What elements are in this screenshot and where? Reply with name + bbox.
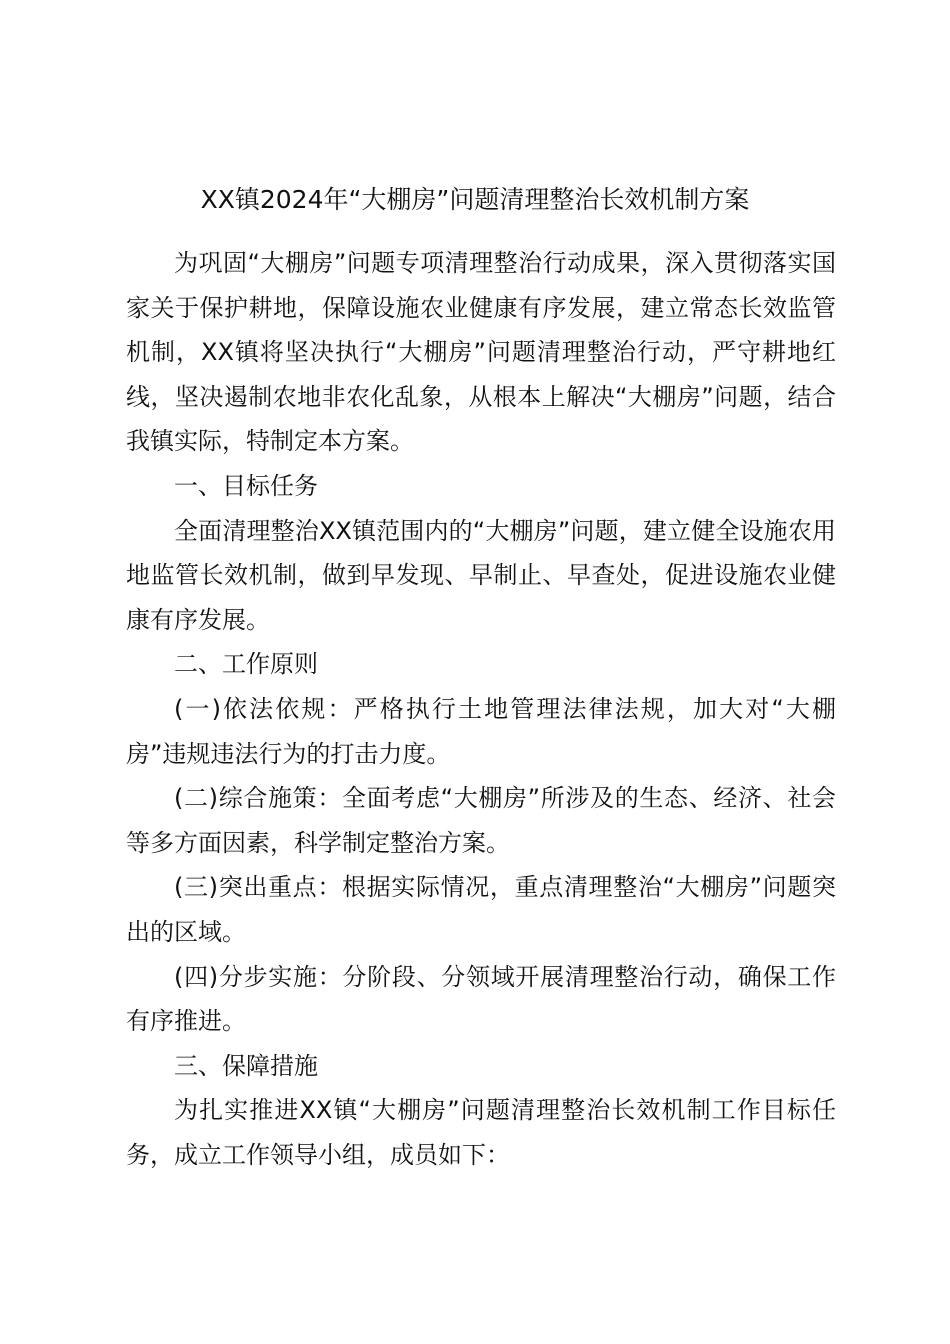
heading-measures: 三、保障措施 <box>174 1051 318 1080</box>
paragraph-intro: 为巩固“大棚房”问题专项清理整治行动成果，深入贯彻落实国家关于保护耕地，保障设施农业健康有序发展，建立常态长效监管机制，XX镇将坚决执行“大棚房”问题清理整治行动，严守耕地红线，坚决遏制农地非农化乱象，从根本上解决“大棚房”问题，结合我镇实际，特制定本方案。 <box>126 249 836 456</box>
heading-goals: 一、目标任务 <box>174 471 318 500</box>
document-body <box>126 241 836 1177</box>
paragraph-measures: 为扎实推进XX镇“大棚房”问题清理整治长效机制工作目标任务，成立工作领导小组，成员如下： <box>126 1096 836 1169</box>
paragraph-principle-3: (三)突出重点：根据实际情况，重点清理整治“大棚房”问题突出的区域。 <box>126 873 836 946</box>
paragraph-goals: 全面清理整治XX镇范围内的“大棚房”问题，建立健全设施农用地监管长效机制，做到早发现、早制止、早查处，促进设施农业健康有序发展。 <box>126 516 836 634</box>
paragraph-principle-2: (二)综合施策：全面考虑“大棚房”所涉及的生态、经济、社会等多方面因素，科学制定整治方案。 <box>126 784 836 857</box>
paragraph-principle-1: (一)依法依规：严格执行土地管理法律法规，加大对“大棚房”违规违法行为的打击力度。 <box>126 694 836 768</box>
document-title: XX镇2024年“大棚房”问题清理整治长效机制方案 <box>200 185 750 214</box>
paragraph-principle-4: (四)分步实施：分阶段、分领域开展清理整治行动，确保工作有序推进。 <box>126 962 836 1036</box>
heading-principles: 二、工作原则 <box>174 650 318 679</box>
